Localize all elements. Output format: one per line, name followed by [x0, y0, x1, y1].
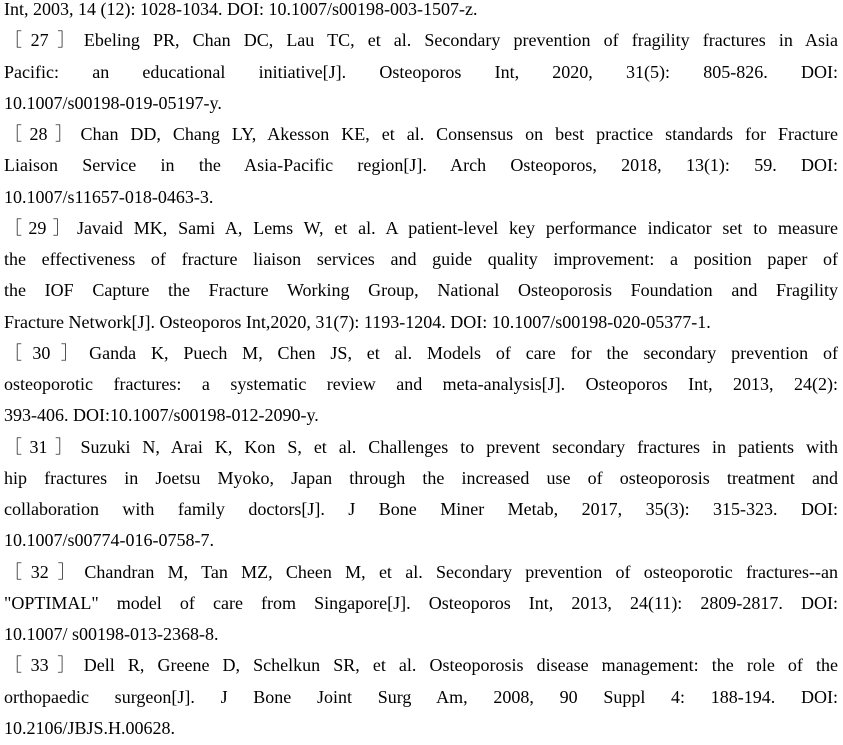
reference-line: 10.1007/ s00198-013-2368-8.	[4, 624, 219, 644]
reference-line: ［30］Ganda K, Puech M, Chen JS, et al. Models of care for the secondary prevention of	[4, 342, 838, 363]
reference-line: osteoporotic fractures: a systematic review and meta-analysis[J]. Osteoporos Int, 2013, 24(2):	[4, 374, 838, 394]
reference-line: ［32］Chandran M, Tan MZ, Cheen M, et al. Secondary prevention of osteoporotic fractures--an	[4, 561, 838, 582]
reference-line: ［31］Suzuki N, Arai K, Kon S, et al. Challenges to prevent secondary fractures in patients with	[4, 436, 838, 457]
reference-line: Int, 2003, 14 (12): 1028-1034. DOI: 10.1007/s00198-003-1507-z.	[4, 0, 478, 19]
reference-entry	[4, 213, 838, 338]
reference-entry	[4, 119, 838, 213]
reference-entry	[4, 650, 838, 744]
reference-entry	[4, 432, 838, 557]
reference-entry	[4, 557, 838, 651]
reference-line: ［33］Dell R, Greene D, Schelkun SR, et al. Osteoporosis disease management: the role of the	[4, 655, 838, 676]
reference-line: 393-406. DOI:10.1007/s00198-012-2090-y.	[4, 405, 319, 426]
reference-line: the IOF Capture the Fracture Working Group, National Osteoporosis Foundation and Fragility	[4, 280, 838, 301]
reference-line: Fracture Network[J]. Osteoporos Int,2020, 31(7): 1193-1204. DOI: 10.1007/s00198-020-05377-1.	[4, 311, 711, 332]
reference-line: collaboration with family doctors[J]. J Bone Miner Metab, 2017, 35(3): 315-323. DOI:	[4, 499, 838, 519]
reference-line: 10.1007/s00774-016-0758-7.	[4, 530, 214, 551]
reference-line: ［27］Ebeling PR, Chan DC, Lau TC, et al. Secondary prevention of fragility fractures in Asia	[4, 30, 838, 51]
reference-line: Pacific: an educational initiative[J]. Osteoporos Int, 2020, 31(5): 805-826. DOI:	[4, 61, 838, 82]
reference-entry	[4, 0, 838, 25]
reference-line: Liaison Service in the Asia-Pacific region[J]. Arch Osteoporos, 2018, 13(1): 59. DOI:	[4, 155, 838, 176]
reference-line: "OPTIMAL" model of care from Singapore[J]. Osteoporos Int, 2013, 24(11): 2809-2817. DOI:	[4, 592, 838, 613]
reference-line: ［28］Chan DD, Chang LY, Akesson KE, et al. Consensus on best practice standards for Fracture	[4, 124, 838, 144]
reference-line: ［29］Javaid MK, Sami A, Lems W, et al. A patient-level key performance indicator set to measure	[4, 217, 838, 238]
reference-line: 10.2106/JBJS.H.00628.	[4, 717, 176, 738]
reference-line: 10.1007/s00198-019-05197-y.	[4, 92, 222, 113]
reference-line: orthopaedic surgeon[J]. J Bone Joint Surg Am, 2008, 90 Suppl 4: 188-194. DOI:	[4, 686, 838, 707]
reference-entry	[4, 338, 838, 432]
reference-line: 10.1007/s11657-018-0463-3.	[4, 186, 214, 207]
reference-line: the effectiveness of fracture liaison services and guide quality improvement: a position paper of	[4, 249, 838, 269]
reference-entry	[4, 25, 838, 119]
reference-line: hip fractures in Joetsu Myoko, Japan through the increased use of osteoporosis treatment and	[4, 467, 838, 488]
